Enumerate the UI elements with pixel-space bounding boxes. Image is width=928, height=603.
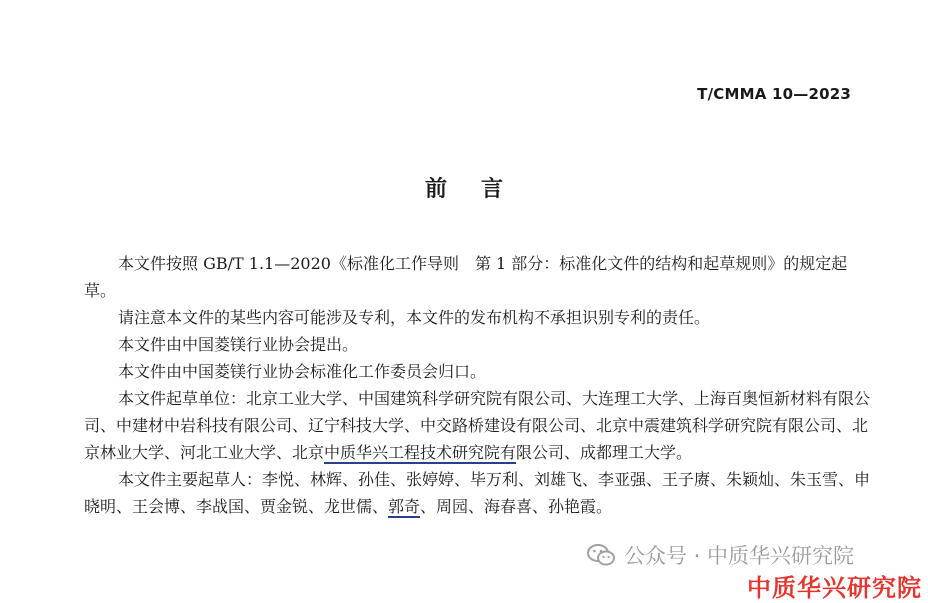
wechat-icon (586, 543, 616, 567)
watermark (586, 540, 854, 570)
paragraph-proposer: 本文件由中国菱镁行业协会提出。 (118, 335, 359, 354)
drafting-units-text: 本文件起草单位：北京工业大学、中国建筑科学研究院有限公司、大连理工大学、上海百奥恒新材料有限公司、中建材中岩科技有限公司、辽宁科技大学、中交路桥建设有限公司、北京中震建筑科学研究院有限公司、北京林业大学、河北工业大学、北京 (84, 389, 871, 462)
paragraph-drafting-rules: 本文件按照 GB/T 1.1—2020《标准化工作导则 第 1 部分：标准化文件的结构和起草规则》的规定起草。 (84, 254, 848, 300)
drafting-units-text-end: 限公司、成都理工大学。 (516, 443, 693, 462)
document-body (84, 250, 872, 520)
watermark-text: 公众号 · 中质华兴研究院 (624, 544, 855, 568)
highlighted-institute: 中质华兴工程技术研究院有 (324, 443, 517, 462)
paragraph-drafting-units (84, 385, 872, 466)
drafters-text: 本文件主要起草人：李悦、林辉、孙佳、张婷婷、毕万利、刘雄飞、李亚强、王子赓、朱颖灿、朱玉雪、申晓明、王会博、李战国、贾金锐、龙世儒、 (84, 470, 871, 516)
page-title: 前言 (424, 176, 537, 202)
brand-stamp: 中质华兴研究院 (747, 574, 922, 602)
paragraph-administrator: 本文件由中国菱镁行业协会标准化工作委员会归口。 (118, 362, 487, 381)
paragraph-patent-notice: 请注意本文件的某些内容可能涉及专利，本文件的发布机构不承担识别专利的责任。 (118, 308, 711, 327)
highlighted-drafter: 郭奇 (388, 497, 421, 516)
paragraph-drafters (84, 466, 872, 520)
drafters-text-end: 、周园、海春喜、孙艳霞。 (420, 497, 613, 516)
document-code: T/CMMA 10—2023 (697, 85, 851, 103)
